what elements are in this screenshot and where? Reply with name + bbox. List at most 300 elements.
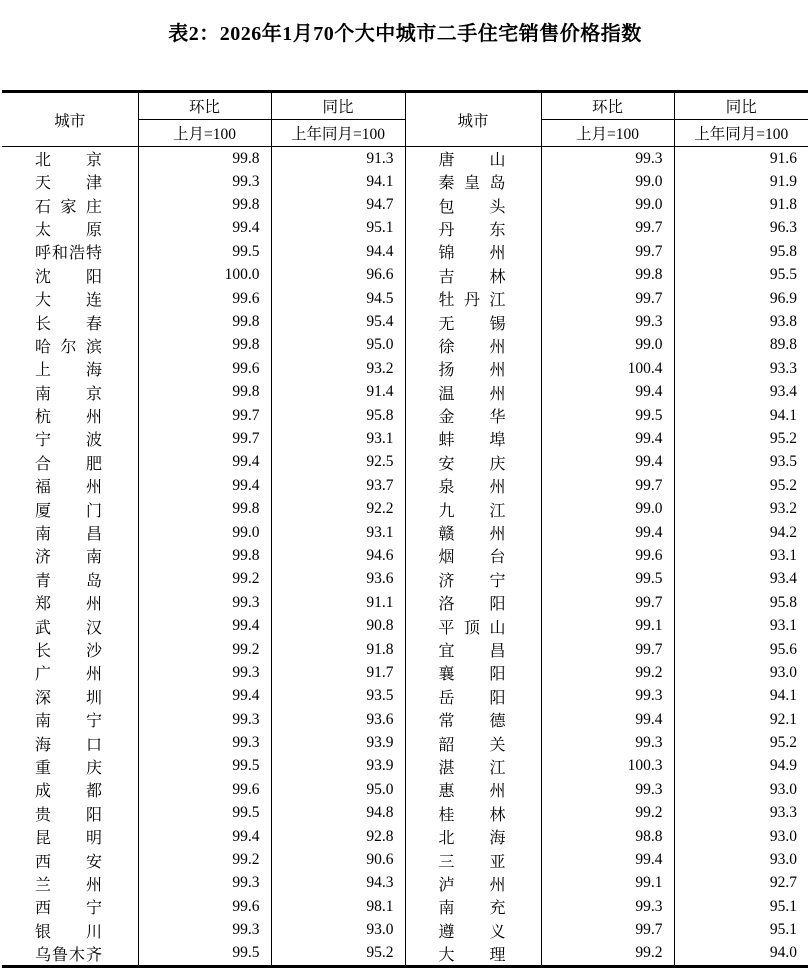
table-row: [2, 638, 808, 661]
yoy-value-left: 98.1: [271, 895, 405, 918]
yoy-value-right: 93.2: [674, 497, 808, 520]
city-name: 北海: [438, 830, 506, 848]
mom-value-right: 99.1: [541, 872, 674, 895]
yoy-value-right: 91.8: [674, 193, 808, 216]
city-name: 济宁: [438, 572, 506, 590]
mom-value-right: 99.3: [541, 310, 674, 333]
city-cell-left: [2, 872, 138, 895]
col-header-city-right: 城市: [405, 92, 541, 147]
city-cell-right: [405, 919, 541, 942]
city-name: 济南: [35, 549, 102, 567]
city-cell-left: [2, 474, 138, 497]
mom-value-right: 99.6: [541, 544, 674, 567]
city-cell-right: [405, 825, 541, 848]
yoy-value-right: 95.1: [674, 895, 808, 918]
city-cell-right: [405, 193, 541, 216]
table-row: [2, 287, 808, 310]
city-name: 深圳: [35, 689, 102, 707]
mom-value-right: 99.0: [541, 193, 674, 216]
yoy-value-left: 91.3: [271, 147, 405, 171]
mom-value-right: 99.4: [541, 451, 674, 474]
mom-value-left: 99.3: [138, 731, 271, 754]
city-name: 长春: [35, 315, 102, 333]
city-name: 福州: [35, 479, 102, 497]
city-name: 襄阳: [438, 666, 506, 684]
table-row: [2, 708, 808, 731]
table-row: [2, 497, 808, 520]
mom-value-left: 99.4: [138, 614, 271, 637]
yoy-value-right: 93.1: [674, 544, 808, 567]
city-name: 洛阳: [438, 596, 506, 614]
city-cell-left: [2, 427, 138, 450]
city-cell-right: [405, 334, 541, 357]
yoy-value-right: 95.2: [674, 427, 808, 450]
mom-value-right: 99.4: [541, 427, 674, 450]
city-name: 遵义: [438, 923, 506, 941]
city-cell-right: [405, 147, 541, 171]
yoy-value-left: 90.6: [271, 848, 405, 871]
col-header-mom-right: 环比: [541, 92, 674, 120]
city-cell-right: [405, 381, 541, 404]
city-name: 金华: [438, 409, 506, 427]
mom-value-right: 99.1: [541, 614, 674, 637]
city-cell-right: [405, 848, 541, 871]
city-cell-left: [2, 825, 138, 848]
mom-value-left: 99.6: [138, 287, 271, 310]
mom-value-left: 99.6: [138, 357, 271, 380]
city-name: 长沙: [35, 643, 102, 660]
city-cell-right: [405, 497, 541, 520]
city-cell-left: [2, 895, 138, 918]
city-name: 银川: [35, 923, 102, 941]
table-row: [2, 217, 808, 240]
yoy-value-left: 94.5: [271, 287, 405, 310]
table-row: [2, 147, 808, 171]
yoy-value-left: 95.0: [271, 778, 405, 801]
city-cell-left: [2, 193, 138, 216]
table-row: [2, 778, 808, 801]
mom-value-left: 99.4: [138, 474, 271, 497]
mom-value-left: 99.7: [138, 404, 271, 427]
table-row: [2, 357, 808, 380]
city-cell-left: [2, 942, 138, 967]
yoy-value-right: 95.6: [674, 638, 808, 661]
table-row: [2, 310, 808, 333]
yoy-value-right: 94.1: [674, 404, 808, 427]
city-name: 郑州: [35, 596, 102, 614]
city-cell-right: [405, 544, 541, 567]
city-cell-left: [2, 614, 138, 637]
city-cell-left: [2, 240, 138, 263]
city-name: 南京: [35, 385, 102, 403]
mom-value-right: 99.3: [541, 895, 674, 918]
table-row: [2, 685, 808, 708]
mom-value-right: 99.5: [541, 568, 674, 591]
table-row: [2, 193, 808, 216]
yoy-value-right: 92.1: [674, 708, 808, 731]
mom-value-right: 99.0: [541, 334, 674, 357]
city-name: 乌鲁木齐: [35, 946, 102, 964]
city-name: 青岛: [35, 572, 102, 590]
yoy-value-right: 92.7: [674, 872, 808, 895]
table-row: [2, 802, 808, 825]
city-cell-left: [2, 919, 138, 942]
city-name: 天津: [35, 175, 102, 193]
table-row: [2, 919, 808, 942]
city-name: 无锡: [438, 315, 506, 333]
table-row: [2, 848, 808, 871]
city-cell-left: [2, 708, 138, 731]
yoy-value-right: 95.2: [674, 474, 808, 497]
table-row: [2, 591, 808, 614]
city-cell-left: [2, 521, 138, 544]
yoy-value-left: 93.0: [271, 919, 405, 942]
yoy-value-right: 94.2: [674, 521, 808, 544]
mom-value-left: 99.2: [138, 848, 271, 871]
mom-value-right: 99.2: [541, 661, 674, 684]
mom-value-right: 99.7: [541, 240, 674, 263]
mom-value-left: 99.2: [138, 638, 271, 661]
city-cell-left: [2, 685, 138, 708]
yoy-value-right: 93.4: [674, 568, 808, 591]
mom-value-left: 99.5: [138, 240, 271, 263]
city-cell-right: [405, 802, 541, 825]
mom-value-right: 99.3: [541, 147, 674, 171]
city-name: 蚌埠: [438, 432, 506, 450]
city-name: 惠州: [438, 783, 506, 801]
city-cell-right: [405, 474, 541, 497]
city-cell-right: [405, 591, 541, 614]
city-cell-right: [405, 427, 541, 450]
yoy-value-right: 91.9: [674, 170, 808, 193]
city-name: 西宁: [35, 900, 102, 918]
city-cell-right: [405, 661, 541, 684]
yoy-value-right: 94.9: [674, 755, 808, 778]
city-cell-right: [405, 685, 541, 708]
city-cell-left: [2, 381, 138, 404]
mom-value-left: 99.3: [138, 919, 271, 942]
city-cell-right: [405, 310, 541, 333]
col-subheader-yoy-base-right: 上年同月=100: [674, 120, 808, 147]
city-name: 重庆: [35, 759, 102, 777]
yoy-value-left: 94.7: [271, 193, 405, 216]
mom-value-left: 99.8: [138, 147, 271, 171]
yoy-value-right: 94.0: [674, 942, 808, 967]
table-row: [2, 474, 808, 497]
col-header-mom-left: 环比: [138, 92, 271, 120]
yoy-value-right: 93.1: [674, 614, 808, 637]
city-cell-right: [405, 357, 541, 380]
mom-value-left: 99.2: [138, 568, 271, 591]
page-title: 表2：2026年1月70个大中城市二手住宅销售价格指数: [168, 23, 642, 45]
mom-value-left: 99.8: [138, 497, 271, 520]
city-cell-right: [405, 731, 541, 754]
city-cell-right: [405, 638, 541, 661]
city-name: 桂林: [438, 806, 506, 824]
mom-value-right: 99.4: [541, 521, 674, 544]
city-name: 常德: [438, 713, 506, 731]
yoy-value-left: 94.1: [271, 170, 405, 193]
yoy-value-left: 93.9: [271, 731, 405, 754]
yoy-value-left: 93.5: [271, 685, 405, 708]
yoy-value-left: 92.8: [271, 825, 405, 848]
city-name: 湛江: [438, 759, 506, 777]
city-name: 南昌: [35, 526, 102, 544]
yoy-value-right: 91.6: [674, 147, 808, 171]
mom-value-right: 99.3: [541, 778, 674, 801]
table-row: [2, 661, 808, 684]
mom-value-left: 99.8: [138, 334, 271, 357]
city-cell-left: [2, 334, 138, 357]
city-name: 沈阳: [35, 268, 102, 286]
city-name: 杭州: [35, 409, 102, 427]
mom-value-right: 99.3: [541, 685, 674, 708]
city-name: 九江: [438, 502, 506, 520]
mom-value-left: 99.5: [138, 802, 271, 825]
table-row: [2, 170, 808, 193]
yoy-value-right: 93.3: [674, 357, 808, 380]
mom-value-right: 99.4: [541, 381, 674, 404]
mom-value-right: 99.4: [541, 848, 674, 871]
mom-value-right: 99.0: [541, 170, 674, 193]
yoy-value-right: 96.3: [674, 217, 808, 240]
yoy-value-left: 93.7: [271, 474, 405, 497]
table-row: [2, 568, 808, 591]
city-cell-right: [405, 872, 541, 895]
city-cell-left: [2, 778, 138, 801]
yoy-value-right: 93.0: [674, 778, 808, 801]
city-name: 牡丹江: [438, 292, 506, 310]
mom-value-right: 100.4: [541, 357, 674, 380]
mom-value-right: 99.7: [541, 638, 674, 661]
yoy-value-left: 93.1: [271, 521, 405, 544]
col-subheader-mom-base-left: 上月=100: [138, 120, 271, 147]
city-cell-right: [405, 755, 541, 778]
mom-value-left: 99.8: [138, 310, 271, 333]
mom-value-left: 99.0: [138, 521, 271, 544]
yoy-value-right: 93.0: [674, 848, 808, 871]
table-row: [2, 614, 808, 637]
yoy-value-left: 94.6: [271, 544, 405, 567]
yoy-value-left: 95.4: [271, 310, 405, 333]
yoy-value-right: 96.9: [674, 287, 808, 310]
yoy-value-right: 95.8: [674, 591, 808, 614]
yoy-value-right: 93.4: [674, 381, 808, 404]
mom-value-right: 99.7: [541, 919, 674, 942]
mom-value-left: 99.3: [138, 170, 271, 193]
table-row: [2, 451, 808, 474]
city-name: 丹东: [438, 221, 506, 239]
mom-value-left: 99.4: [138, 217, 271, 240]
city-cell-left: [2, 661, 138, 684]
city-name: 大理: [438, 946, 506, 964]
mom-value-right: 99.8: [541, 264, 674, 287]
price-index-table: [2, 90, 808, 968]
city-name: 锦州: [438, 245, 506, 263]
city-cell-left: [2, 497, 138, 520]
city-name: 上海: [35, 362, 102, 380]
city-cell-right: [405, 895, 541, 918]
yoy-value-left: 95.1: [271, 217, 405, 240]
city-name: 安庆: [438, 455, 506, 473]
table-row: [2, 381, 808, 404]
city-name: 厦门: [35, 502, 102, 520]
city-cell-right: [405, 568, 541, 591]
mom-value-left: 99.6: [138, 895, 271, 918]
city-cell-left: [2, 264, 138, 287]
col-subheader-yoy-base-left: 上年同月=100: [271, 120, 405, 147]
col-header-yoy-right: 同比: [674, 92, 808, 120]
city-name: 南宁: [35, 713, 102, 731]
city-name: 徐州: [438, 338, 506, 356]
city-cell-left: [2, 544, 138, 567]
city-cell-right: [405, 170, 541, 193]
city-name: 包头: [438, 198, 506, 216]
city-name: 韶关: [438, 736, 506, 754]
yoy-value-left: 92.2: [271, 497, 405, 520]
mom-value-right: 99.0: [541, 497, 674, 520]
mom-value-left: 99.5: [138, 942, 271, 967]
city-cell-left: [2, 638, 138, 661]
mom-value-left: 99.4: [138, 451, 271, 474]
yoy-value-left: 94.8: [271, 802, 405, 825]
city-cell-right: [405, 778, 541, 801]
city-cell-left: [2, 451, 138, 474]
city-cell-right: [405, 240, 541, 263]
yoy-value-left: 91.4: [271, 381, 405, 404]
mom-value-left: 99.8: [138, 544, 271, 567]
yoy-value-left: 95.8: [271, 404, 405, 427]
yoy-value-right: 95.1: [674, 919, 808, 942]
table-row: [2, 942, 808, 967]
city-name: 海口: [35, 736, 102, 754]
mom-value-left: 99.5: [138, 755, 271, 778]
yoy-value-right: 94.1: [674, 685, 808, 708]
mom-value-left: 99.8: [138, 193, 271, 216]
yoy-value-left: 92.5: [271, 451, 405, 474]
city-cell-left: [2, 755, 138, 778]
yoy-value-left: 94.4: [271, 240, 405, 263]
mom-value-right: 98.8: [541, 825, 674, 848]
city-name: 北京: [35, 152, 102, 169]
city-cell-right: [405, 708, 541, 731]
city-name: 武汉: [35, 619, 102, 637]
city-name: 唐山: [438, 152, 506, 169]
yoy-value-right: 93.5: [674, 451, 808, 474]
table-row: [2, 334, 808, 357]
city-cell-right: [405, 404, 541, 427]
city-cell-right: [405, 264, 541, 287]
yoy-value-left: 96.6: [271, 264, 405, 287]
mom-value-right: 99.4: [541, 708, 674, 731]
table-row: [2, 404, 808, 427]
yoy-value-right: 93.8: [674, 310, 808, 333]
city-cell-right: [405, 287, 541, 310]
city-cell-right: [405, 942, 541, 967]
yoy-value-right: 93.0: [674, 661, 808, 684]
col-header-yoy-left: 同比: [271, 92, 405, 120]
mom-value-right: 99.2: [541, 942, 674, 967]
table-row: [2, 427, 808, 450]
city-name: 岳阳: [438, 689, 506, 707]
mom-value-right: 100.3: [541, 755, 674, 778]
table-row: [2, 872, 808, 895]
city-name: 成都: [35, 783, 102, 801]
yoy-value-left: 93.2: [271, 357, 405, 380]
city-name: 泉州: [438, 479, 506, 497]
mom-value-right: 99.7: [541, 591, 674, 614]
mom-value-left: 99.3: [138, 591, 271, 614]
city-name: 宁波: [35, 432, 102, 450]
mom-value-left: 99.4: [138, 825, 271, 848]
mom-value-left: 99.4: [138, 685, 271, 708]
col-header-city-left: 城市: [2, 92, 138, 147]
table-body: [2, 147, 808, 967]
city-name: 泸州: [438, 876, 506, 894]
city-cell-right: [405, 451, 541, 474]
yoy-value-right: 95.5: [674, 264, 808, 287]
city-name: 平顶山: [438, 619, 506, 637]
city-name: 南充: [438, 900, 506, 918]
header-row-1: [2, 92, 808, 120]
table-row: [2, 895, 808, 918]
mom-value-left: 99.8: [138, 381, 271, 404]
yoy-value-left: 91.8: [271, 638, 405, 661]
city-cell-left: [2, 357, 138, 380]
yoy-value-right: 93.3: [674, 802, 808, 825]
yoy-value-right: 95.2: [674, 731, 808, 754]
mom-value-right: 99.7: [541, 287, 674, 310]
table-row: [2, 240, 808, 263]
city-name: 广州: [35, 666, 102, 684]
table-header: [2, 92, 808, 147]
city-cell-right: [405, 217, 541, 240]
mom-value-right: 99.7: [541, 474, 674, 497]
city-cell-left: [2, 848, 138, 871]
city-name: 西安: [35, 853, 102, 871]
yoy-value-left: 91.7: [271, 661, 405, 684]
mom-value-right: 99.5: [541, 404, 674, 427]
mom-value-left: 99.3: [138, 708, 271, 731]
yoy-value-right: 93.0: [674, 825, 808, 848]
city-cell-left: [2, 731, 138, 754]
mom-value-left: 99.3: [138, 872, 271, 895]
table-row: [2, 521, 808, 544]
mom-value-right: 99.7: [541, 217, 674, 240]
city-name: 呼和浩特: [35, 245, 102, 263]
city-name: 哈尔滨: [35, 338, 102, 356]
city-cell-right: [405, 614, 541, 637]
city-cell-left: [2, 170, 138, 193]
city-name: 太原: [35, 221, 102, 239]
city-name: 扬州: [438, 362, 506, 380]
city-name: 兰州: [35, 876, 102, 894]
city-name: 温州: [438, 385, 506, 403]
city-cell-left: [2, 802, 138, 825]
table-row: [2, 825, 808, 848]
table-row: [2, 755, 808, 778]
city-cell-left: [2, 404, 138, 427]
col-subheader-mom-base-right: 上月=100: [541, 120, 674, 147]
city-name: 三亚: [438, 853, 506, 871]
yoy-value-right: 89.8: [674, 334, 808, 357]
city-cell-left: [2, 287, 138, 310]
city-cell-left: [2, 591, 138, 614]
mom-value-left: 99.7: [138, 427, 271, 450]
city-name: 吉林: [438, 268, 506, 286]
city-name: 赣州: [438, 526, 506, 544]
city-name: 合肥: [35, 455, 102, 473]
